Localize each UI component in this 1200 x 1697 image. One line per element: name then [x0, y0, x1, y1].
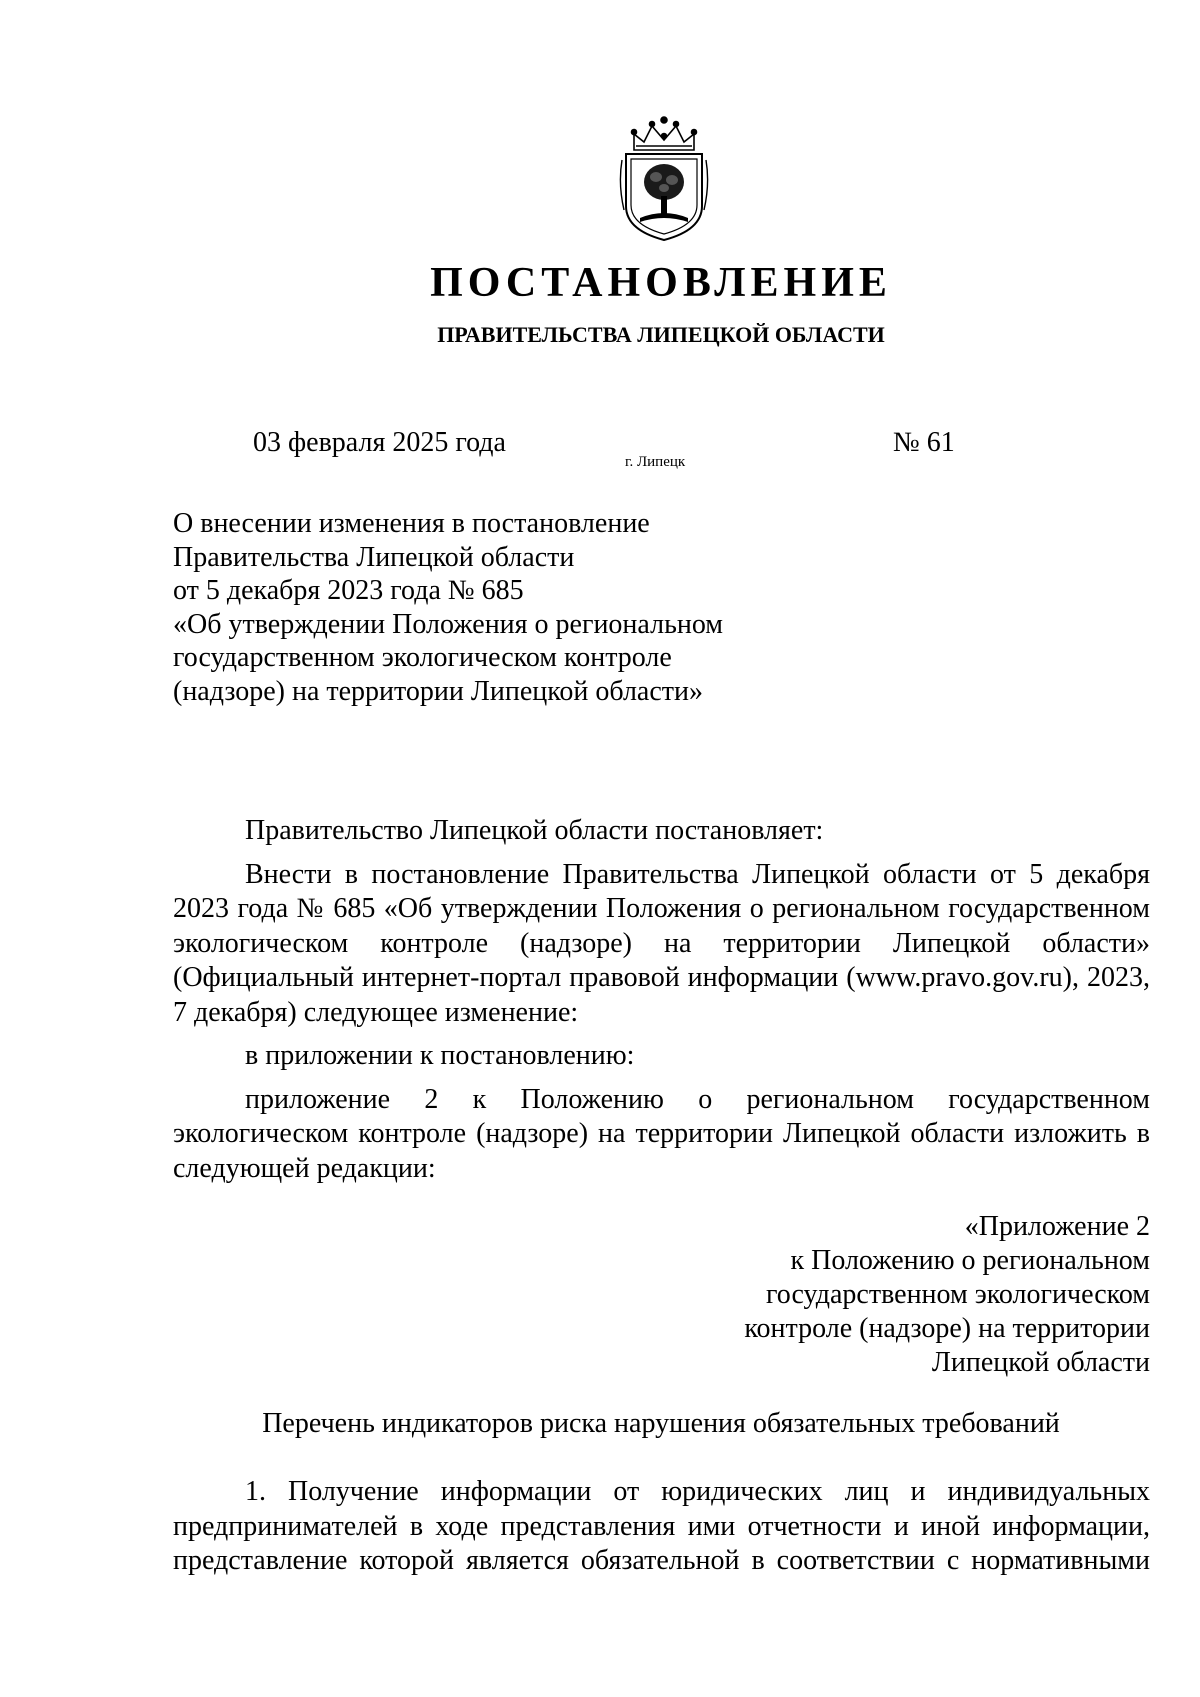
resolution-paragraph: приложение 2 к Положению о региональном государственном экологическом контроле (надзоре) на территории Липецкой области изложить в следующей редакции:: [173, 1083, 1150, 1184]
lipetsk-coat-of-arms-icon: [618, 114, 710, 244]
annex-line: государственном экологическом: [765, 1279, 1150, 1310]
document-issuer: ПРАВИТЕЛЬСТВА ЛИПЕЦКОЙ ОБЛАСТИ: [437, 322, 885, 347]
list-heading: Перечень индикаторов риска нарушения обязательных требований: [262, 1408, 1060, 1439]
document-number: № 61: [893, 427, 955, 458]
resolution-paragraph: в приложении к постановлению:: [245, 1040, 635, 1071]
list-item-line: предпринимателей в ходе представления ими отчетности и иной информации,: [173, 1510, 1150, 1542]
resolution-intro: Правительство Липецкой области постановляет:: [245, 815, 824, 846]
resolution-paragraph: Внести в постановление Правительства Липецкой области от 5 декабря 2023 года № 685 «Об утверждении Положения о региональном государственном экологическом контроле (надзоре) на территории Липецкой области» (Официальный интернет-портал правовой информации (www.pravo.gov.ru), 2023, 7 декабря) следующее изменение:: [173, 858, 1150, 1028]
list-item: [173, 1475, 1150, 1579]
subject-line: (надзоре) на территории Липецкой области»: [173, 675, 704, 707]
subject-line: от 5 декабря 2023 года № 685: [173, 575, 524, 606]
list-item-line: 1. Получение информации от юридических лиц и индивидуальных: [245, 1476, 1150, 1507]
document-city: г. Липецк: [625, 454, 686, 470]
annex-line: Липецкой области: [931, 1347, 1150, 1378]
annex-line: «Приложение 2: [964, 1211, 1150, 1242]
document-title: ПОСТАНОВЛЕНИЕ: [430, 260, 892, 306]
list-item-line: представление которой является обязательной в соответствии с нормативными: [173, 1545, 1150, 1576]
document-subject: [173, 507, 723, 708]
subject-line: Правительства Липецкой области: [173, 541, 575, 573]
subject-line: государственном экологическом контроле: [173, 642, 672, 673]
subject-line: О внесении изменения в постановление: [173, 508, 650, 539]
annex-header: [600, 1210, 1150, 1380]
annex-line: к Положению о региональном: [790, 1245, 1150, 1276]
annex-line: контроле (надзоре) на территории: [744, 1313, 1150, 1344]
subject-line: «Об утверждении Положения о региональном: [173, 608, 724, 640]
document-date: 03 февраля 2025 года: [253, 427, 506, 458]
document-body: [173, 814, 1150, 1186]
